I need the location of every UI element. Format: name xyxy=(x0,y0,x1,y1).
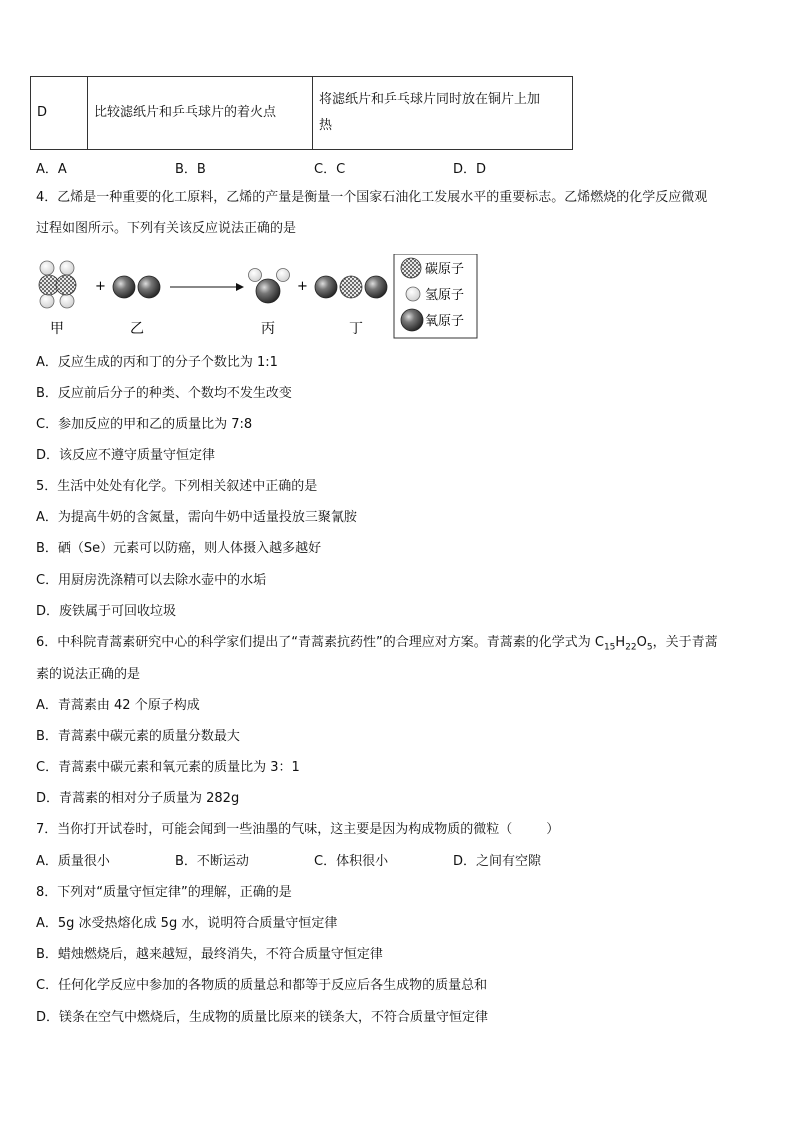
q8-option-b[interactable]: B．蜡烛燃烧后，越来越短，最终消失，不符合质量守恒定律 xyxy=(36,947,383,962)
q6-option-d[interactable]: D．青蒿素的相对分子质量为 282g xyxy=(36,791,240,806)
q6-option-a[interactable]: A．青蒿素由 42 个原子构成 xyxy=(36,698,200,713)
q5-option-d[interactable]: D．废铁属于可回收垃圾 xyxy=(36,604,177,619)
q6-stem-prefix: 6．中科院青蒿素研究中心的科学家们提出了“青蒿素抗药性”的合理应对方案。青蒿素的化学式为 C xyxy=(36,635,604,650)
q8-stem: 8．下列对“质量守恒定律”的理解，正确的是 xyxy=(36,885,292,900)
formula-subscript-c: 15 xyxy=(603,642,616,653)
formula-subscript-o: 5 xyxy=(646,642,653,653)
label-bing: 丙 xyxy=(261,321,275,337)
q4-option-a[interactable]: A．反应生成的丙和丁的分子个数比为 1:1 xyxy=(36,355,278,370)
ethylene-molecule-icon xyxy=(39,261,76,308)
q3-option-d[interactable]: D．D xyxy=(453,162,487,177)
formula-h: H xyxy=(615,635,626,650)
hydrogen-atom-icon xyxy=(406,287,420,301)
q5-option-b[interactable]: B．硒（Se）元素可以防癌，则人体摄入越多越好 xyxy=(36,541,322,556)
q6-stem-line2: 素的说法正确的是 xyxy=(36,667,141,682)
q3-option-b[interactable]: B．B xyxy=(175,162,206,177)
table-cell-option: D xyxy=(31,77,88,150)
q7-stem-prefix: 7．当你打开试卷时，可能会闻到一些油墨的气味，这主要是因为构成物质的微粒（ xyxy=(36,822,513,837)
q5-stem: 5．生活中处处有化学。下列相关叙述中正确的是 xyxy=(36,479,318,494)
q6-stem-line1 xyxy=(36,634,718,652)
plus-sign-1: + xyxy=(95,279,106,294)
q7-option-a[interactable]: A．质量很小 xyxy=(36,854,110,869)
reaction-diagram xyxy=(36,254,481,340)
q6-option-b[interactable]: B．青蒿素中碳元素的质量分数最大 xyxy=(36,729,240,744)
q3-option-a[interactable]: A．A xyxy=(36,162,67,177)
oxygen-atom-icon xyxy=(401,309,423,331)
q7-option-d[interactable]: D．之间有空隙 xyxy=(453,854,542,869)
q6-option-c[interactable]: C．青蒿素中碳元素和氧元素的质量比为 3：1 xyxy=(36,760,300,775)
q6-stem-suffix: ，关于青蒿 xyxy=(652,635,718,650)
q4-stem-line1: 4．乙烯是一种重要的化工原料，乙烯的产量是衡量一个国家石油化工发展水平的重要标志。乙烯燃烧的化学反应微观 xyxy=(36,190,708,205)
q8-option-d[interactable]: D．镁条在空气中燃烧后，生成物的质量比原来的镁条大，不符合质量守恒定律 xyxy=(36,1010,489,1025)
carbon-atom-icon xyxy=(401,258,421,278)
water-molecule-icon xyxy=(249,269,290,304)
legend-oxygen: 氧原子 xyxy=(425,314,465,329)
plus-sign-2: + xyxy=(297,279,308,294)
table-row xyxy=(31,77,573,150)
q4-option-d[interactable]: D．该反应不遵守质量守恒定律 xyxy=(36,448,216,463)
table-cell-method-line2: 热 xyxy=(319,118,333,133)
q3-option-c[interactable]: C．C xyxy=(314,162,346,177)
formula-o: O xyxy=(636,635,647,650)
oxygen-molecule-icon xyxy=(113,276,160,298)
experiment-table-fragment xyxy=(30,76,573,150)
q4-option-b[interactable]: B．反应前后分子的种类、个数均不发生改变 xyxy=(36,386,292,401)
label-jia: 甲 xyxy=(50,321,64,337)
q7-stem xyxy=(36,821,559,839)
q4-stem-line2: 过程如图所示。下列有关该反应说法正确的是 xyxy=(36,221,297,236)
q4-option-c[interactable]: C．参加反应的甲和乙的质量比为 7:8 xyxy=(36,417,253,432)
table-cell-purpose: 比较滤纸片和乒乓球片的着火点 xyxy=(88,77,313,150)
q8-option-c[interactable]: C．任何化学反应中参加的各物质的质量总和都等于反应后各生成物的质量总和 xyxy=(36,978,488,993)
table-cell-method xyxy=(313,77,573,150)
q7-option-b[interactable]: B．不断运动 xyxy=(175,854,249,869)
atom-legend xyxy=(394,254,477,338)
q5-option-a[interactable]: A．为提高牛奶的含氮量，需向牛奶中适量投放三聚氰胺 xyxy=(36,510,357,525)
table-cell-method-line1: 将滤纸片和乒乓球片同时放在铜片上加 xyxy=(319,92,541,107)
legend-carbon: 碳原子 xyxy=(425,262,465,277)
formula-subscript-h: 22 xyxy=(625,642,637,653)
q7-stem-suffix: ） xyxy=(546,822,560,837)
carbon-dioxide-molecule-icon xyxy=(315,276,387,298)
q7-option-c[interactable]: C．体积很小 xyxy=(314,854,389,869)
legend-hydrogen: 氢原子 xyxy=(425,288,465,303)
label-ding: 丁 xyxy=(349,321,363,337)
q5-option-c[interactable]: C．用厨房洗涤精可以去除水壶中的水垢 xyxy=(36,573,267,588)
q8-option-a[interactable]: A．5g 冰受热熔化成 5g 水，说明符合质量守恒定律 xyxy=(36,916,338,931)
reaction-arrow-icon xyxy=(170,283,244,291)
label-yi: 乙 xyxy=(130,321,144,337)
